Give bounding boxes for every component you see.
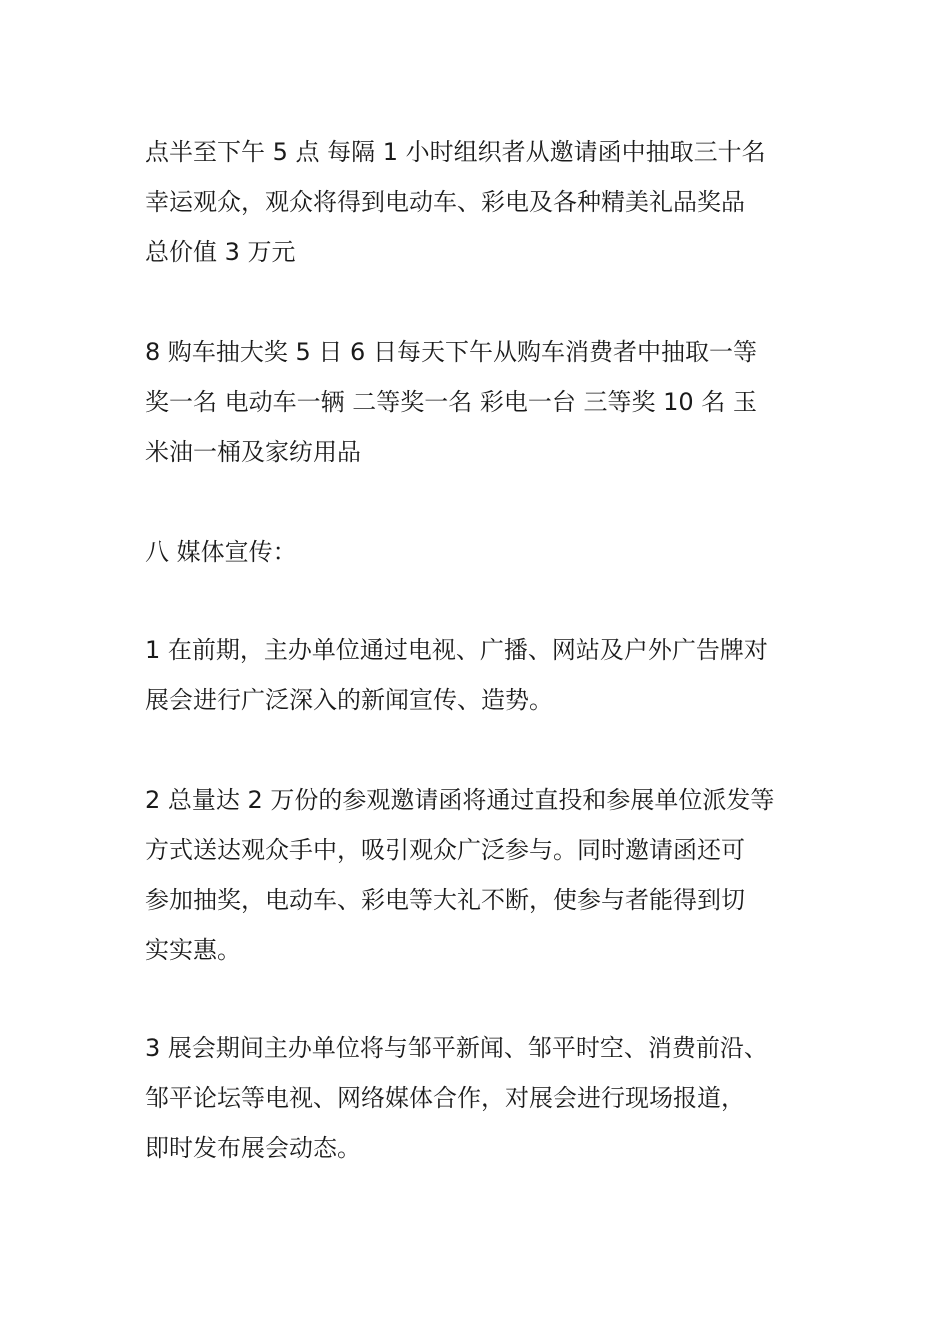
paragraph-media-1 [145,625,810,725]
text-line: 3 展会期间主办单位将与邹平新闻、邹平时空、消费前沿、 [145,1034,768,1062]
paragraph-media-2 [145,775,810,975]
text-line: 8 购车抽大奖 5 日 6 日每天下午从购车消费者中抽取一等 [145,338,757,366]
section-heading: 八 媒体宣传： [145,538,297,566]
paragraph-car-purchase-lottery [145,327,810,477]
text-line: 点半至下午 5 点 每隔 1 小时组织者从邀请函中抽取三十名 [145,138,766,166]
text-line: 实实惠。 [145,936,241,964]
paragraph-media-3 [145,1023,810,1173]
text-line: 参加抽奖，电动车、彩电等大礼不断，使参与者能得到切 [145,886,745,914]
text-line: 总价值 3 万元 [145,238,296,266]
text-line: 奖一名 电动车一辆 二等奖一名 彩电一台 三等奖 10 名 玉 [145,388,757,416]
paragraph-lottery-hourly [145,127,810,277]
text-line: 幸运观众，观众将得到电动车、彩电及各种精美礼品奖品 [145,188,745,216]
text-line: 1 在前期，主办单位通过电视、广播、网站及户外广告牌对 [145,636,768,664]
section-heading-media [145,527,810,577]
text-line: 2 总量达 2 万份的参观邀请函将通过直投和参展单位派发等 [145,786,775,814]
text-line: 方式送达观众手中，吸引观众广泛参与。同时邀请函还可 [145,836,745,864]
text-line: 展会进行广泛深入的新闻宣传、造势。 [145,686,553,714]
text-line: 邹平论坛等电视、网络媒体合作，对展会进行现场报道， [145,1084,745,1112]
text-line: 米油一桶及家纺用品 [145,438,361,466]
text-line: 即时发布展会动态。 [145,1134,361,1162]
